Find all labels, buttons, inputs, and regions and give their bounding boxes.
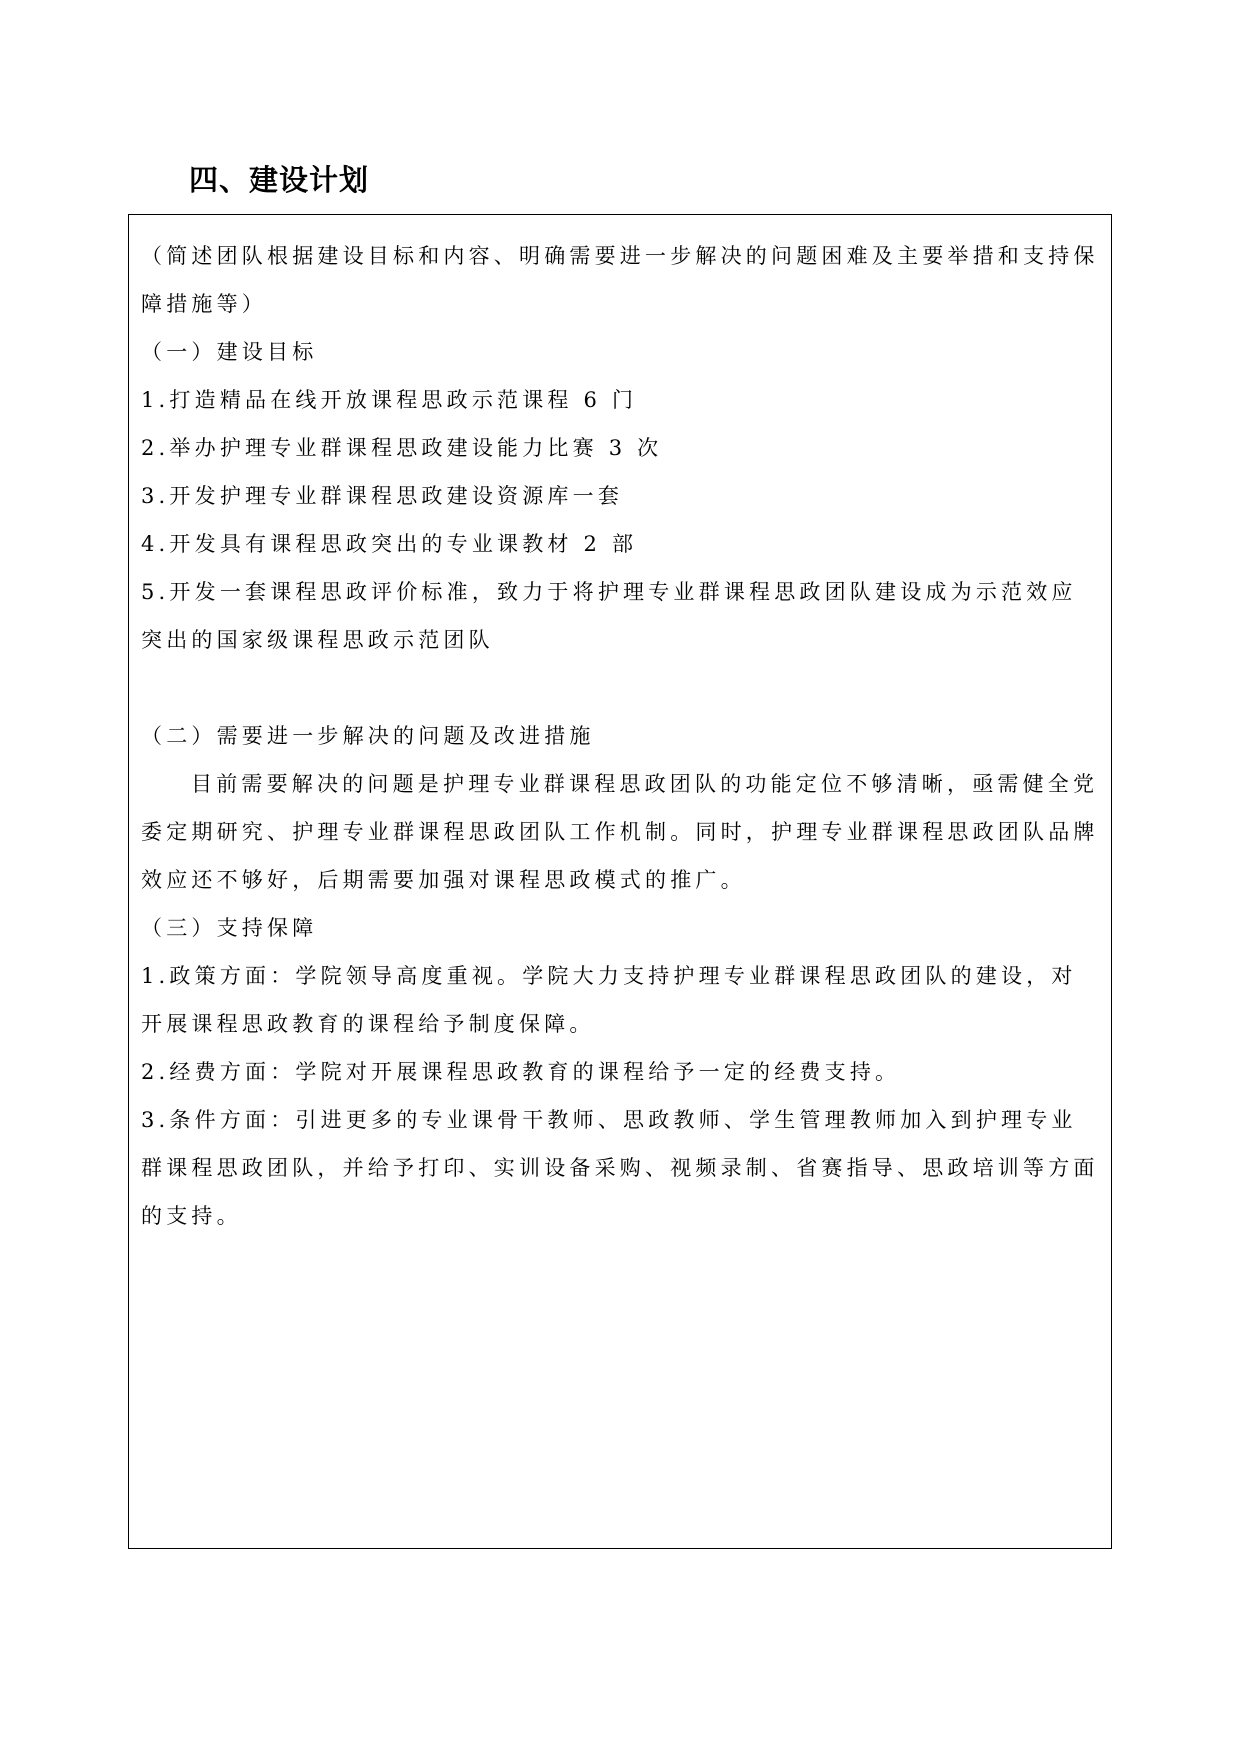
support-item-1: 1.政策方面：学院领导高度重视。学院大力支持护理专业群课程思政团队的建设，对开展课程思政教育的课程给予制度保障。 [141, 964, 1077, 1036]
support-title: （三）支持保障 [141, 916, 318, 940]
goal-item-3: 3.开发护理专业群课程思政建设资源库一套 [141, 484, 624, 508]
problems-title: （二）需要进一步解决的问题及改进措施 [141, 724, 595, 748]
goal-item-4: 4.开发具有课程思政突出的专业课教材 2 部 [141, 532, 638, 556]
goals-title: （一）建设目标 [141, 340, 318, 364]
section-heading: 四、建设计划 [189, 163, 370, 197]
goal-item-5: 5.开发一套课程思政评价标准，致力于将护理专业群课程思政团队建设成为示范效应突出的国家级课程思政示范团队 [141, 580, 1077, 652]
problems-paragraph: 目前需要解决的问题是护理专业群课程思政团队的功能定位不够清晰，亟需健全党委定期研究、护理专业群课程思政团队工作机制。同时，护理专业群课程思政团队品牌效应还不够好，后期需要加强对课程思政模式的推广。 [141, 772, 1099, 892]
goal-item-2: 2.举办护理专业群课程思政建设能力比赛 3 次 [141, 436, 663, 460]
goal-item-1: 1.打造精品在线开放课程思政示范课程 6 门 [141, 388, 638, 412]
construction-plan-box [128, 214, 1112, 1549]
support-item-2: 2.经费方面：学院对开展课程思政教育的课程给予一定的经费支持。 [141, 1060, 901, 1084]
intro-note: （简述团队根据建设目标和内容、明确需要进一步解决的问题困难及主要举措和支持保障措施等） [141, 244, 1099, 316]
support-item-3: 3.条件方面：引进更多的专业课骨干教师、思政教师、学生管理教师加入到护理专业群课程思政团队，并给予打印、实训设备采购、视频录制、省赛指导、思政培训等方面的支持。 [141, 1108, 1099, 1228]
blank-spacer [141, 664, 1101, 712]
